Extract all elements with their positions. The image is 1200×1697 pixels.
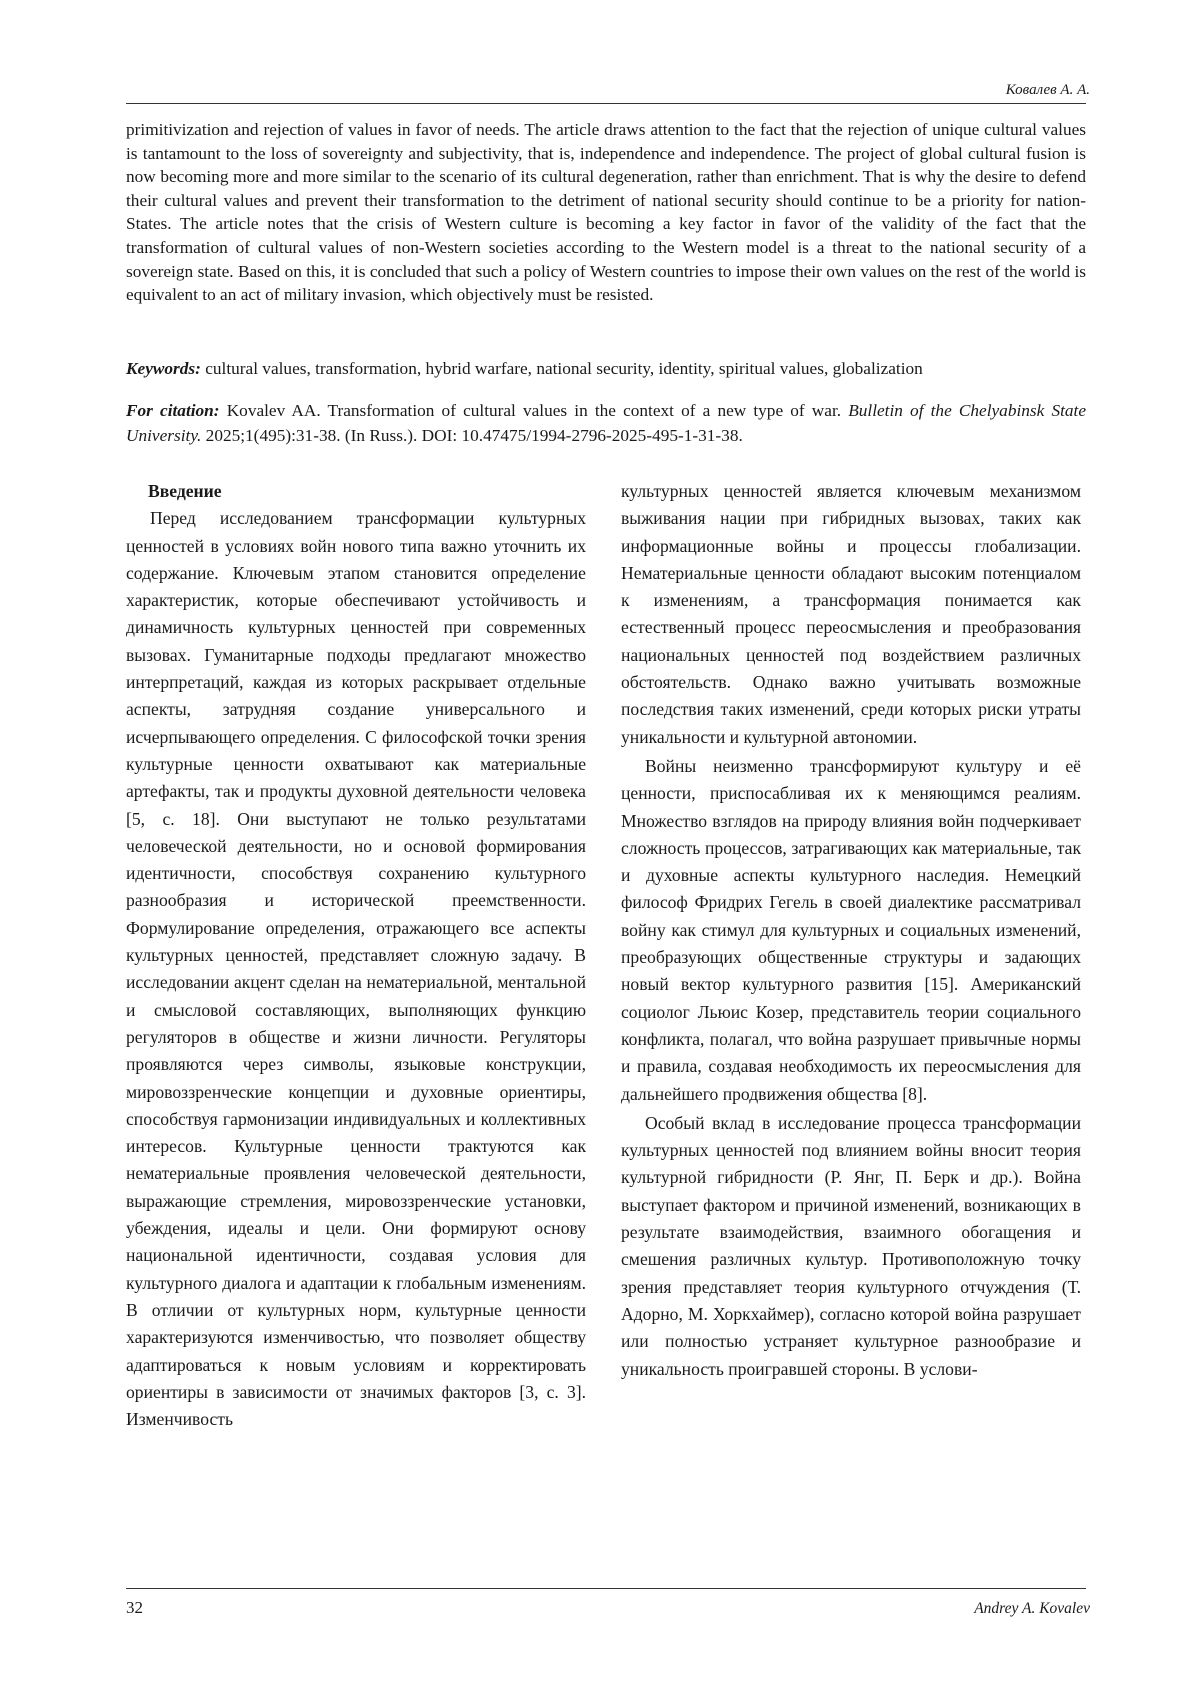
citation-label: For citation: xyxy=(126,401,220,420)
citation-journal: Bulletin of the Chelyabinsk State University. xyxy=(126,401,1086,445)
footer-rule xyxy=(126,1588,1086,1589)
footer-author: Andrey A. Kovalev xyxy=(974,1600,1090,1617)
left-paragraph: Перед исследованием трансформации культурных ценностей в условиях войн нового типа важно уточнить их содержание. Ключевым этапом становится определение характеристик, которые обеспечивают устойчивость и динамичность культурных ценностей при современных вызовах. Гуманитарные подходы предлагают множество интерпретаций, каждая из которых раскрывает отдельные аспекты, затрудняя создание универсального и исчерпывающего определения. С философской точки зрения культурные ценности охватывают как материальные артефакты, так и продукты духовной деятельности человека [5, с. 18]. Они выступают не только результатами человеческой деятельности, но и основой формирования идентичности, способствуя сохранению культурного разнообразия и исторической преемственности. Формулирование определения, отражающего все аспекты культурных ценностей, представляет сложную задачу. В исследовании акцент сделан на нематериальной, ментальной и смысловой составляющих, выполняющих функцию регуляторов в обществе и жизни личности. Регуляторы проявляются через символы, языковые конструкции, мировоззренческие концепции и духовные ориентиры, способствуя гармонизации индивидуальных и коллективных интересов. Культурные ценности трактуются как нематериальные проявления человеческой деятельности, выражающие стремления, мировоззренческие установки, убеждения, идеалы и цели. Они формируют основу национальной идентичности, создавая условия для культурного диалога и адаптации к глобальным изменениям. В отличии от культурных норм, культурные ценности характеризуются изменчивостью, что позволяет обществу адаптироваться к новым условиям и корректировать ориентиры в зависимости от значимых факторов [3, с. 3]. Изменчивость xyxy=(126,508,586,1430)
left-column xyxy=(126,478,586,1433)
right-column xyxy=(621,478,1081,1383)
citation-text: Kovalev AA. Transformation of cultural values in the context of a new type of war. xyxy=(219,401,849,420)
section-heading: Введение xyxy=(148,481,222,501)
keywords-text: cultural values, transformation, hybrid warfare, national security, identity, spiritual values, globalization xyxy=(200,359,923,378)
right-paragraph-1: культурных ценностей является ключевым механизмом выживания нации при гибридных вызовах, таких как информационные войны и процессы глобализации. Нематериальные ценности обладают высоким потенциалом к изменениям, а трансформация понимается как естественный процесс переосмысления и преобразования национальных ценностей под воздействием различных обстоятельств. Однако важно учитывать возможные последствия таких изменений, среди которых риски утраты уникальности и культурной автономии. xyxy=(621,481,1081,747)
citation-details: 2025;1(495):31-38. (In Russ.). DOI: 10.47475/1994-2796-2025-495-1-31-38. xyxy=(201,426,743,445)
keywords xyxy=(126,357,1086,381)
right-paragraph-2: Войны неизменно трансформируют культуру и её ценности, приспосабливая их к меняющимся реалиям. Множество взглядов на природу влияния войн подчеркивает сложность процессов, затрагивающих как материальные, так и духовные аспекты культурного наследия. Немецкий философ Фридрих Гегель в своей диалектике рассматривал войну как стимул для культурных и социальных изменений, преобразующих общественные структуры и задающих новый вектор культурного развития [15]. Американский социолог Льюис Козер, представитель теории социального конфликта, полагал, что война разрушает привычные нормы и правила, создавая необходимость их переосмысления для дальнейшего продвижения общества [8]. xyxy=(621,755,1081,1104)
header-rule xyxy=(126,103,1086,104)
page-number: 32 xyxy=(126,1598,143,1617)
right-paragraph-3: Особый вклад в исследование процесса трансформации культурных ценностей под влиянием войны вносит теория культурной гибридности (Р. Янг, П. Берк и др.). Война выступает фактором и причиной изменений, возникающих в результате взаимодействия, взаимного обогащения и смешения различных культур. Противоположную точку зрения представляет теория культурного отчуждения (Т. Адорно, М. Хоркхаймер), согласно которой война разрушает или полностью устраняет культурное разнообразие и уникальность проигравшей стороны. В услови- xyxy=(621,1112,1081,1379)
keywords-label: Keywords: xyxy=(126,359,201,378)
abstract-text: primitivization and rejection of values in favor of needs. The article draws attention to the fact that the rejection of unique cultural values is tantamount to the loss of sovereignty and subjectivity, that is, independence and independence. The project of global cultural fusion is now becoming more and more similar to the scenario of its cultural degeneration, rather than enrichment. That is why the desire to defend their cultural values and prevent their transformation to the detriment of national security should continue to be a priority for nation-States. The article notes that the crisis of Western culture is becoming a key factor in favor of the validity of the fact that the transformation of cultural values of non-Western societies according to the Western model is a threat to the national security of a sovereign state. Based on this, it is concluded that such a policy of Western countries to impose their own values on the rest of the world is equivalent to an act of military invasion, which objectively must be resisted. xyxy=(126,120,1086,305)
running-head: Ковалев А. А. xyxy=(1005,82,1090,98)
citation xyxy=(126,398,1086,448)
